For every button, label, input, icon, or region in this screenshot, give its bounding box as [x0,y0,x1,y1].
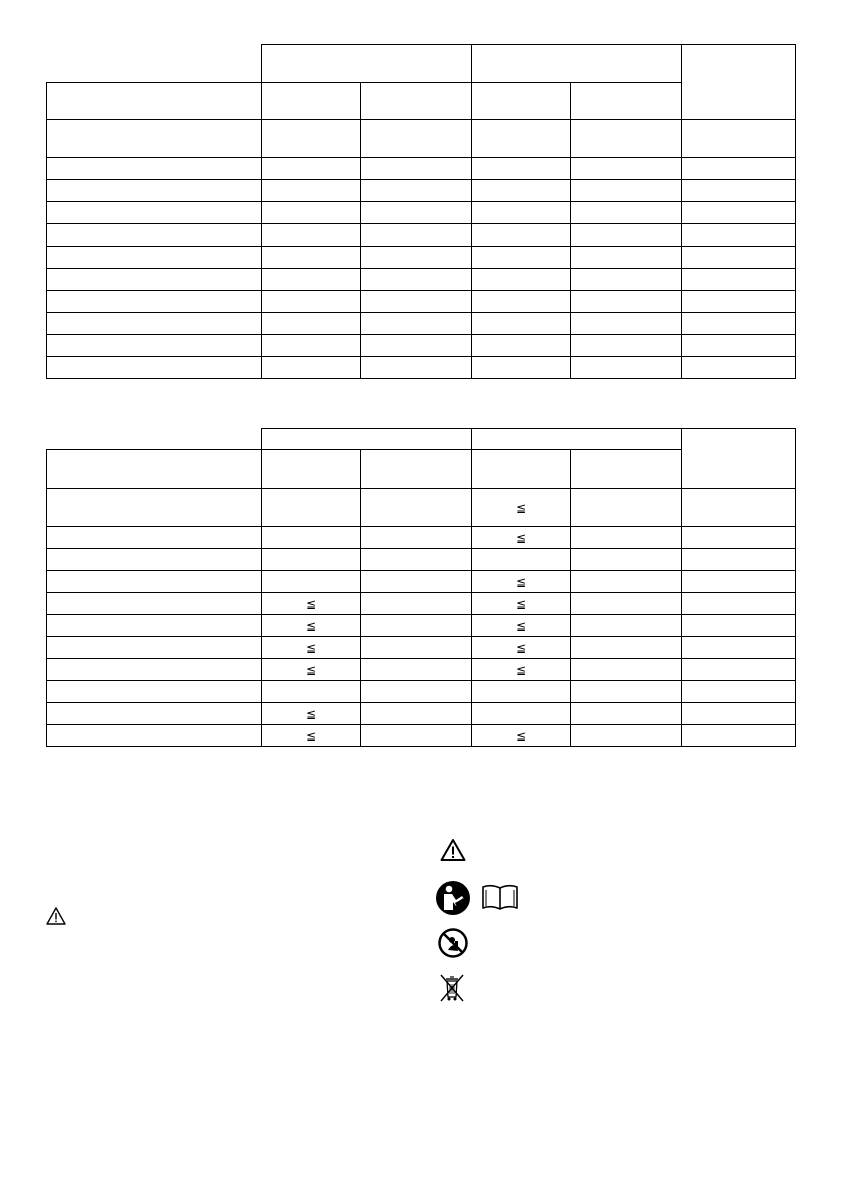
warning-triangle-icon [440,838,466,862]
table-cell [682,615,796,637]
table-row [47,224,796,247]
table-cell [682,313,796,335]
table-row [47,120,796,158]
table-cell [682,269,796,291]
table-header-cell [361,450,472,489]
table-row [47,637,796,659]
table-cell [472,527,571,549]
table-cell [361,158,472,180]
table-cell [47,659,262,681]
table-cell [262,681,361,703]
table-row [47,593,796,615]
table-header-cell [47,83,262,120]
table-cell [47,291,262,313]
table-cell [682,659,796,681]
table-cell [472,120,571,158]
table-cell [262,180,361,202]
table-cell [47,180,262,202]
table-header-cell [571,450,682,489]
table-cell [262,659,361,681]
table-cell [682,549,796,571]
table-cell [47,357,262,379]
table-header-row [47,429,796,450]
table-cell [472,247,571,269]
table-cell [682,224,796,247]
table-corner [47,45,262,83]
table-group-header [262,45,472,83]
table-cell [47,269,262,291]
table-cell [571,313,682,335]
table-cell [682,681,796,703]
table-cell [47,120,262,158]
spec-table-1 [46,44,796,379]
table-cell [472,703,571,725]
table-corner [47,429,262,450]
table-cell [571,527,682,549]
table-row [47,180,796,202]
table-row [47,158,796,180]
table-cell [361,291,472,313]
table-cell [571,489,682,527]
table-cell [47,202,262,224]
table-cell [262,549,361,571]
table-row [47,615,796,637]
table-row [47,549,796,571]
table-row [47,357,796,379]
table-cell [682,158,796,180]
table-cell [472,659,571,681]
table-cell [47,224,262,247]
table-cell [571,180,682,202]
table-cell [571,549,682,571]
table-row [47,291,796,313]
leq-symbol: ≦ [305,706,317,721]
table-cell [472,725,571,747]
table-cell [682,357,796,379]
table-cell [361,489,472,527]
table-cell [262,224,361,247]
table-cell [361,527,472,549]
leq-symbol: ≦ [515,640,527,655]
table-cell [472,335,571,357]
table-cell [361,571,472,593]
table-cell [262,247,361,269]
table-cell [472,269,571,291]
table-cell [361,269,472,291]
table-cell [472,158,571,180]
table-cell [571,357,682,379]
leq-symbol: ≦ [515,728,527,743]
table-cell [47,681,262,703]
table-row [47,703,796,725]
table-cell [262,527,361,549]
table-cell [472,357,571,379]
table-group-header [262,429,472,450]
leq-symbol: ≦ [515,500,527,515]
table-cell [682,725,796,747]
leq-symbol: ≦ [305,596,317,611]
table-cell [682,703,796,725]
table-cell [472,615,571,637]
table-cell [571,725,682,747]
table-cell [472,224,571,247]
table-cell [262,158,361,180]
leq-symbol: ≦ [305,662,317,677]
table-cell [361,549,472,571]
table-cell [262,202,361,224]
table-cell [571,247,682,269]
table-cell [47,725,262,747]
table-cell [262,615,361,637]
table-row [47,313,796,335]
table-cell [262,489,361,527]
table-cell [472,593,571,615]
table-cell [571,120,682,158]
table-cell [47,703,262,725]
leq-symbol: ≦ [305,640,317,655]
table-cell [682,247,796,269]
table-cell [47,527,262,549]
table-cell [682,571,796,593]
table-row [47,659,796,681]
table-header-cell [682,429,796,489]
table-group-header [472,429,682,450]
table-cell [47,549,262,571]
table-cell [361,335,472,357]
table-cell [262,593,361,615]
table-row [47,202,796,224]
table-cell [472,489,571,527]
table-cell [571,291,682,313]
spec-table-2 [46,428,796,747]
table-cell [262,291,361,313]
table-cell [571,158,682,180]
table-cell [571,637,682,659]
table-cell [47,615,262,637]
table-row [47,681,796,703]
table-cell [571,224,682,247]
table-cell [472,637,571,659]
table-header-cell [682,45,796,120]
table-cell [472,180,571,202]
table-cell [47,593,262,615]
table-cell [682,202,796,224]
table-cell [262,725,361,747]
table-cell [682,593,796,615]
table-cell [262,637,361,659]
table-cell [361,637,472,659]
table-cell [361,703,472,725]
table-cell [361,615,472,637]
table-row [47,269,796,291]
table-cell [47,489,262,527]
table-cell [571,703,682,725]
no-eating-icon [438,928,468,958]
table-cell [571,269,682,291]
leq-symbol: ≦ [305,728,317,743]
leq-symbol: ≦ [305,618,317,633]
table-cell [472,313,571,335]
table-cell [361,202,472,224]
table-cell [571,593,682,615]
table-cell [571,571,682,593]
table-cell [571,335,682,357]
table-cell [682,335,796,357]
table-cell [262,357,361,379]
table-cell [682,120,796,158]
table-row [47,527,796,549]
table-row [47,335,796,357]
open-book-icon [481,883,519,913]
table-cell [361,681,472,703]
table-cell [682,180,796,202]
table-cell [682,527,796,549]
leq-symbol: ≦ [515,596,527,611]
weee-crossed-bin-icon [439,973,465,1003]
table-row [47,247,796,269]
table-cell [47,247,262,269]
table-row [47,725,796,747]
table-cell [571,681,682,703]
table-cell [47,313,262,335]
table-cell [472,549,571,571]
table-cell [682,291,796,313]
leq-symbol: ≦ [515,662,527,677]
read-manual-icon [435,880,471,916]
table-cell [571,202,682,224]
table-header-cell [472,83,571,120]
table-cell [361,180,472,202]
leq-symbol: ≦ [515,530,527,545]
table-cell [47,335,262,357]
table-header-cell [472,450,571,489]
leq-symbol: ≦ [515,574,527,589]
table-header-cell [262,450,361,489]
table-header-cell [47,450,262,489]
table-cell [47,158,262,180]
table-cell [262,120,361,158]
table-cell [361,120,472,158]
table-cell [361,357,472,379]
leq-symbol: ≦ [515,618,527,633]
table-cell [47,637,262,659]
table-group-header [472,45,682,83]
table-cell [682,489,796,527]
table-header-cell [361,83,472,120]
table-cell [472,291,571,313]
table-cell [361,224,472,247]
table-cell [472,571,571,593]
table-cell [361,313,472,335]
table-cell [361,593,472,615]
table-cell [262,335,361,357]
table-cell [262,313,361,335]
warning-triangle-icon [46,907,66,925]
table-cell [571,659,682,681]
table-cell [472,681,571,703]
table-cell [47,571,262,593]
table-cell [571,615,682,637]
table-header-cell [262,83,361,120]
table-header-cell [571,83,682,120]
table-cell [262,269,361,291]
table-cell [682,637,796,659]
table-header-row [47,45,796,83]
table-row [47,489,796,527]
table-cell [262,571,361,593]
table-cell [262,703,361,725]
table-cell [361,247,472,269]
table-row [47,571,796,593]
table-cell [361,725,472,747]
table-cell [361,659,472,681]
table-cell [472,202,571,224]
